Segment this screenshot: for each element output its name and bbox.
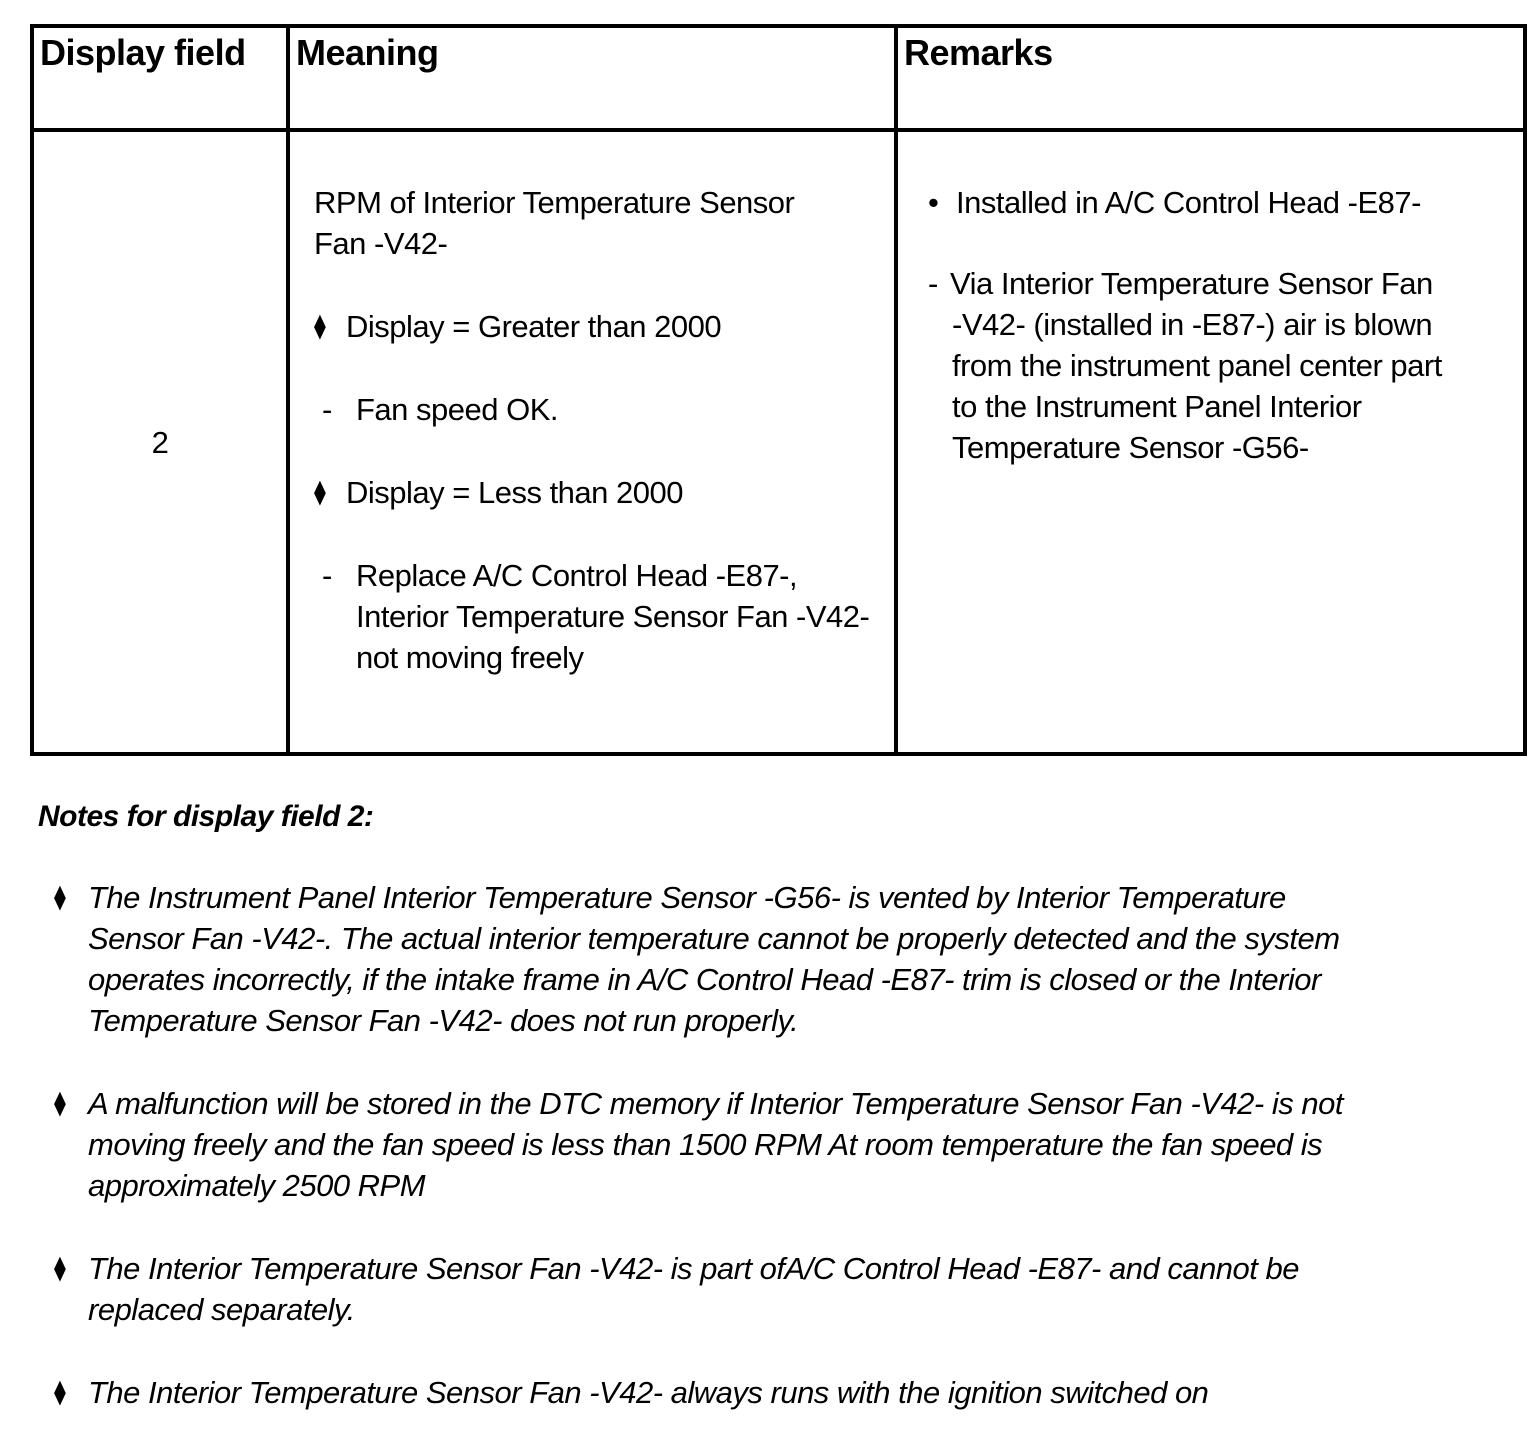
note-text: The Interior Temperature Sensor Fan -V42- always runs with the ignition switched on (88, 1375, 1209, 1410)
note-text: The Instrument Panel Interior Temperature Sensor -G56- is vented by Interior Temperature Sensor Fan -V42-. The actual interior temperature cannot be properly detected and the system operates incorrectly, if the intake frame in A/C Control Head -E87- trim is closed or the Interior Temperature Sensor Fan -V42- does not run properly. (88, 880, 1340, 1038)
meaning-dash2-line2: Interior Temperature Sensor Fan -V42- (356, 599, 870, 634)
header-meaning: Meaning (288, 26, 896, 130)
diamond-bullet-icon: ⧫ (54, 1090, 66, 1117)
note-item (54, 1248, 1364, 1330)
header-display-field: Display field (32, 26, 288, 130)
cell-meaning (288, 130, 896, 754)
notes-section (38, 796, 1438, 1455)
meaning-dash1-text: Fan speed OK. (356, 392, 559, 427)
meaning-bullet2-text: Display = Less than 2000 (346, 475, 683, 510)
note-item (54, 1083, 1364, 1206)
remarks-dash1-line1: Via Interior Temperature Sensor Fan (950, 266, 1433, 301)
table-header-row (32, 26, 1525, 130)
remarks-bullet (928, 182, 1503, 223)
remarks-dash1-line5: Temperature Sensor -G56- (952, 430, 1309, 465)
dash-marker: - (322, 392, 332, 427)
dash-marker: - (322, 558, 332, 593)
diamond-bullet-icon: ⧫ (314, 313, 326, 340)
meaning-title-line1: RPM of Interior Temperature Sensor (314, 185, 795, 220)
remarks-dash1-line3: from the instrument panel center part (952, 348, 1442, 383)
note-text: A malfunction will be stored in the DTC memory if Interior Temperature Sensor Fan -V42- is not moving freely and the fan speed is less than 1500 RPM At room temperature the fan speed is approximately 2500 RPM (88, 1086, 1343, 1203)
header-remarks: Remarks (896, 26, 1525, 130)
diamond-bullet-icon: ⧫ (54, 1379, 66, 1406)
remarks-bullet1-text: Installed in A/C Control Head -E87- (956, 185, 1421, 220)
diamond-bullet-icon: ⧫ (314, 479, 326, 506)
meaning-bullet-greater (314, 306, 874, 347)
display-field-value: 2 (151, 424, 169, 460)
note-item (54, 877, 1364, 1041)
diamond-bullet-icon: ⧫ (54, 1255, 66, 1282)
remarks-dash (928, 263, 1503, 468)
note-item (54, 1372, 1364, 1413)
cell-remarks (896, 130, 1525, 754)
meaning-bullet1-text: Display = Greater than 2000 (346, 309, 722, 344)
diamond-bullet-icon: ⧫ (54, 884, 66, 911)
notes-title: Notes for display field 2: (38, 800, 374, 833)
meaning-dash-ok (314, 389, 874, 430)
display-field-table (30, 24, 1527, 756)
meaning-dash2-line1: Replace A/C Control Head -E87-, (356, 558, 798, 593)
cell-display-field (32, 130, 288, 754)
remarks-dash1-line4: to the Instrument Panel Interior (952, 389, 1362, 424)
meaning-dash2-line3: not moving freely (356, 640, 584, 675)
meaning-title-line2: Fan -V42- (314, 226, 448, 261)
table-row (32, 130, 1525, 754)
meaning-dash-replace (314, 555, 874, 678)
dash-marker: - (928, 266, 938, 301)
dot-bullet-icon: • (928, 185, 939, 220)
note-text: The Interior Temperature Sensor Fan -V42- is part ofA/C Control Head -E87- and cannot be replaced separately. (88, 1251, 1300, 1327)
meaning-bullet-less (314, 472, 874, 513)
remarks-dash1-line2: -V42- (installed in -E87-) air is blown (952, 307, 1433, 342)
